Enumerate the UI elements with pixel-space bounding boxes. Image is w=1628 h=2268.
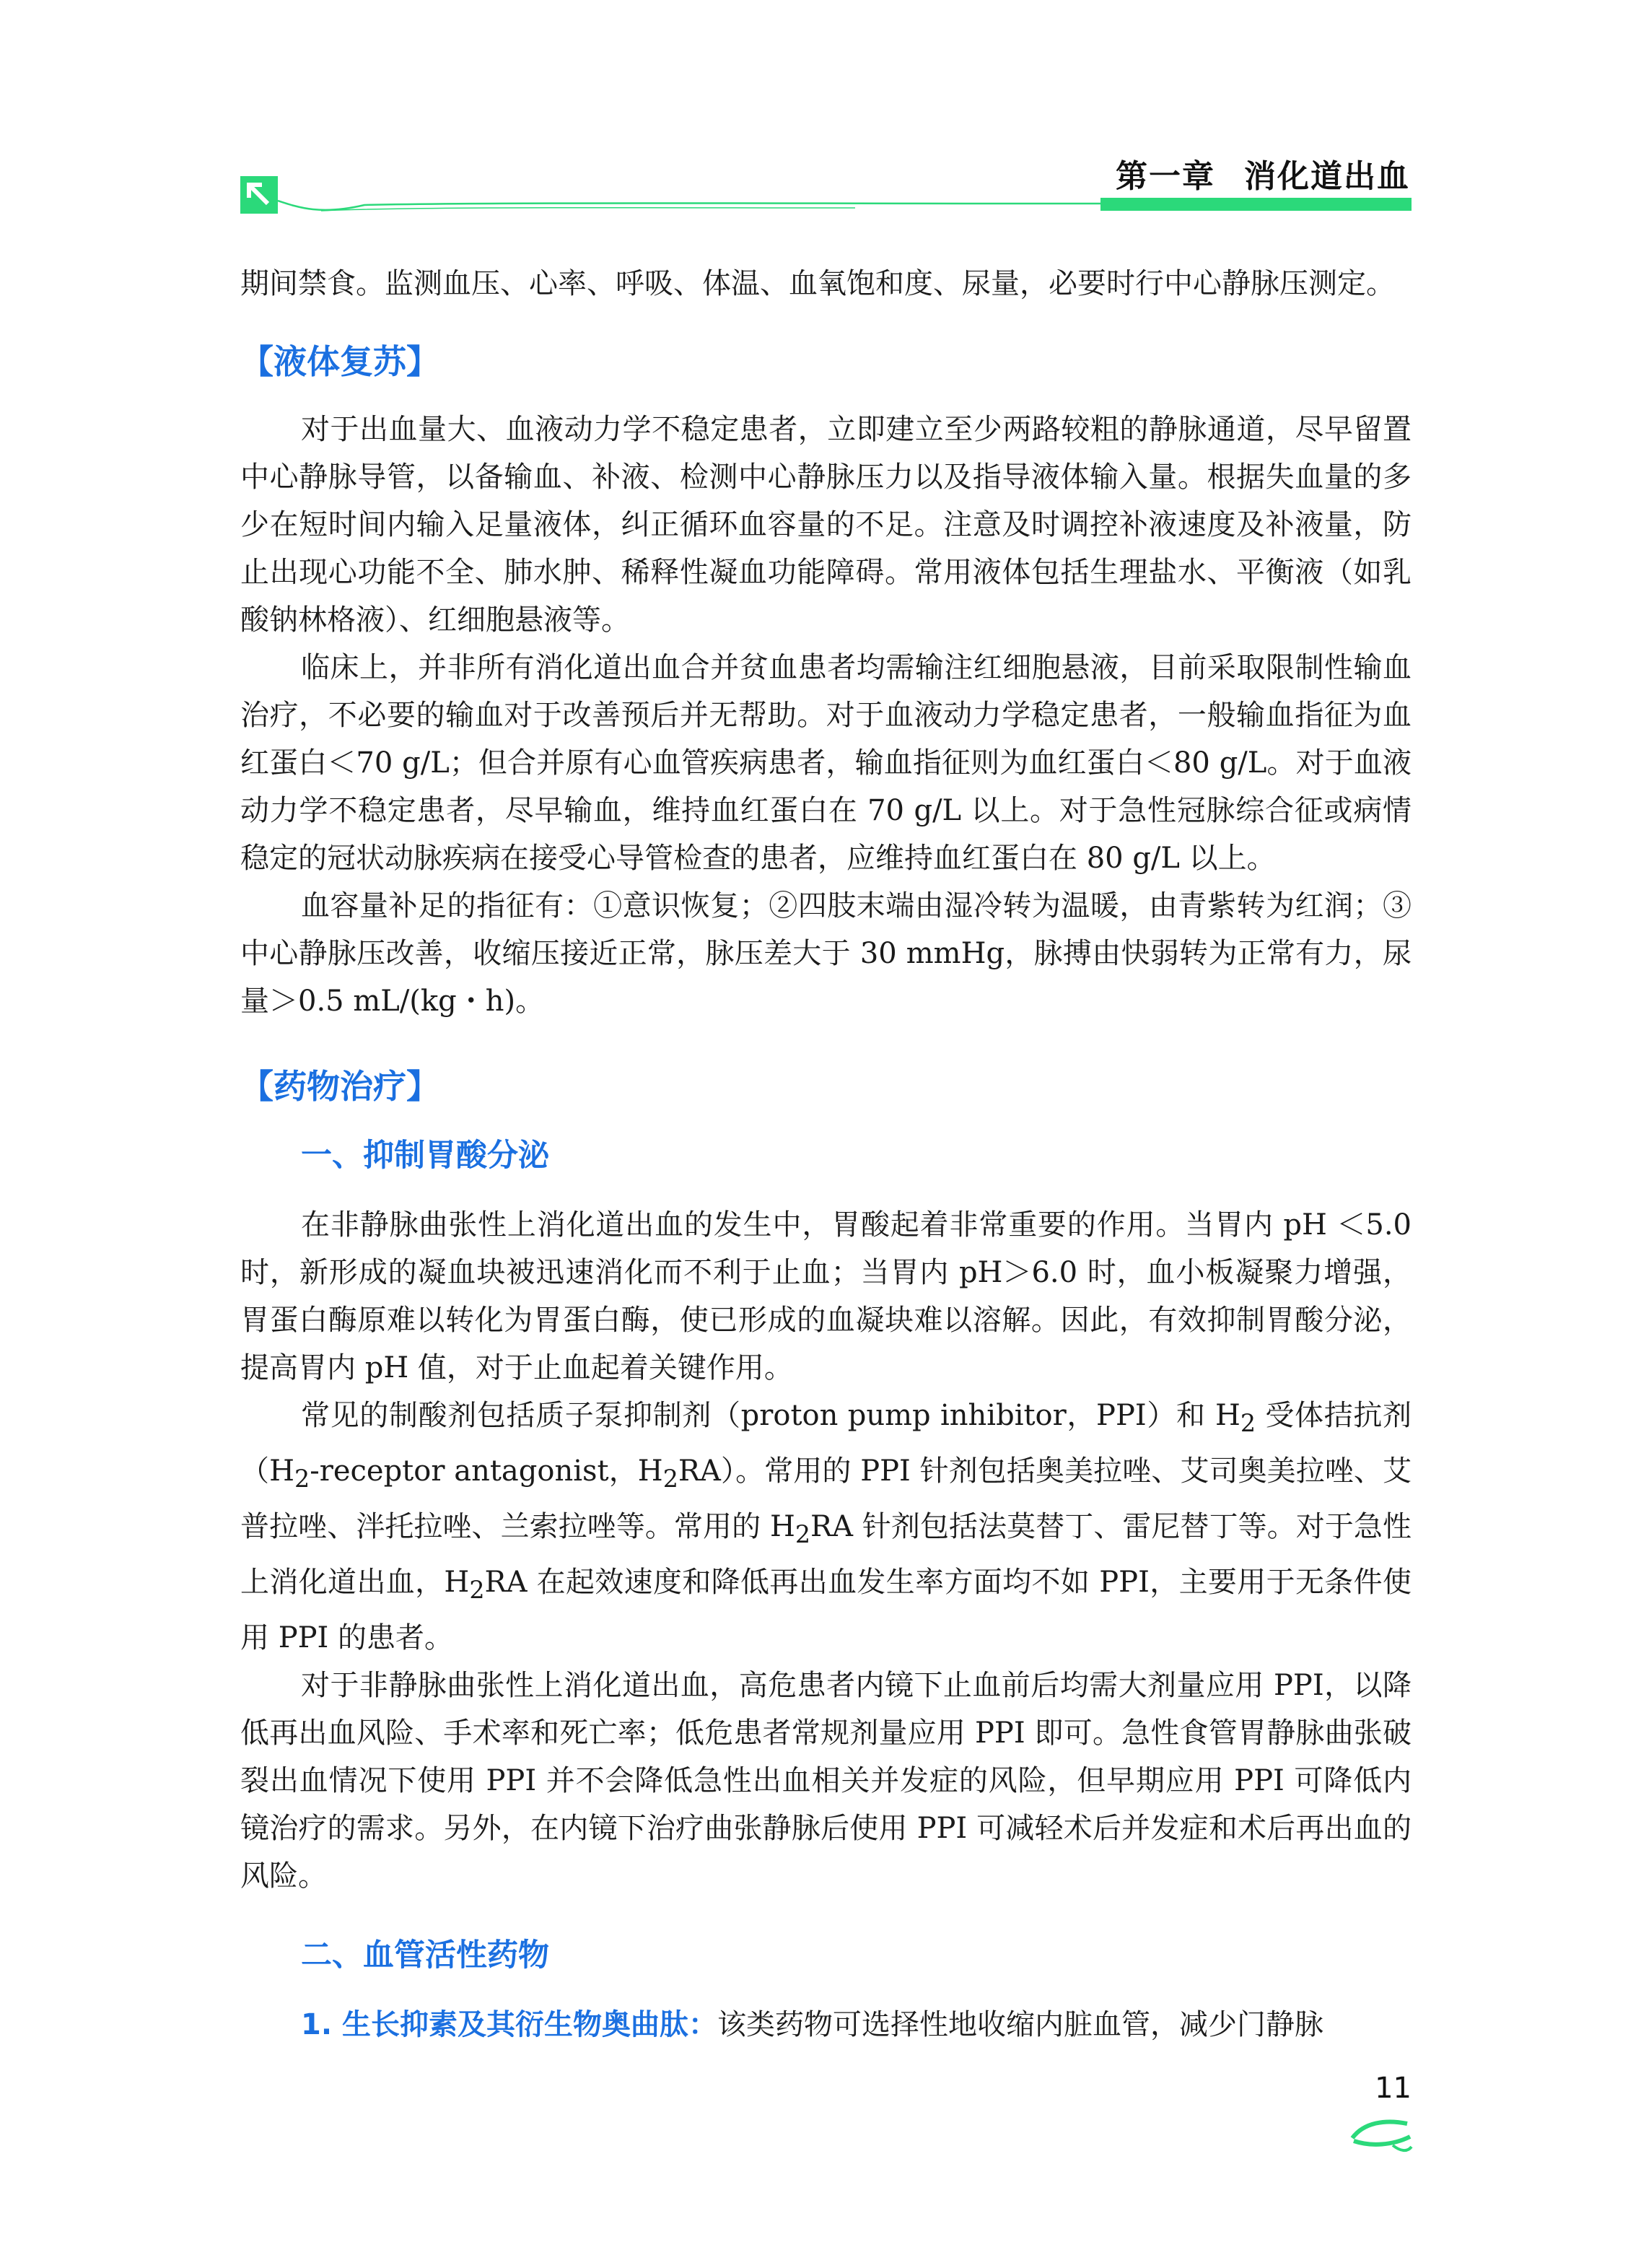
page-number: 11 (1375, 2072, 1412, 2105)
text-run: 受体拮抗剂（H (240, 1399, 1412, 1488)
text-run: RA 在起效速度和降低再出血发生率方面均不如 PPI，主要用于无条件使用 PPI 的患者。 (240, 1566, 1412, 1654)
paragraph-acid-1: 在非静脉曲张性上消化道出血的发生中，胃酸起着非常重要的作用。当胃内 pH ＜5.0 时，新形成的凝血块被迅速消化而不利于止血；当胃内 pH＞6.0 时，血小板凝聚力增强，胃蛋白酶原难以转化为胃蛋白酶，使已形成的血凝块难以溶解。因此，有效抑制胃酸分泌，提高胃内 pH 值，对于止血起着关键作用。 (240, 1208, 1412, 1384)
subheading-vasoactive-drugs: 二、血管活性药物 (301, 1937, 549, 1973)
text-run: RA 针剂包括法莫替丁、雷尼替丁等。对于急性上消化道出血，H (240, 1510, 1412, 1599)
paragraph-vaso-1 (240, 2001, 1412, 2049)
subscript: 2 (795, 1520, 811, 1548)
paragraph-acid-2 (240, 1392, 1412, 1662)
chapter-heading (1116, 150, 1410, 196)
text-run: -receptor antagonist，H (310, 1454, 663, 1488)
text-run: 该类药物可选择性地收缩内脏血管，减少门静脉 (717, 2008, 1323, 2041)
subheading-acid-suppression: 一、抑制胃酸分泌 (301, 1138, 549, 1174)
paragraph-fluid-1: 对于出血量大、血液动力学不稳定患者，立即建立至少两路较粗的静脉通道，尽早留置中心静脉导管，以备输血、补液、检测中心静脉压力以及指导液体输入量。根据失血量的多少在短时间内输入足量液体，纠正循环血容量的不足。注意及时调控补液速度及补液量，防止出现心功能不全、肺水肿、稀释性凝血功能障碍。常用液体包括生理盐水、平衡液（如乳酸钠林格液）、红细胞悬液等。 (240, 413, 1412, 637)
text-run: RA）。常用的 PPI 针剂包括奥美拉唑、艾司奥美拉唑、艾普拉唑、泮托拉唑、兰索拉唑等。常用的 H (240, 1454, 1412, 1543)
subscript: 2 (294, 1465, 310, 1493)
paragraph-fluid-3: 血容量补足的指征有：①意识恢复；②四肢末端由湿冷转为温暖，由青紫转为红润；③中心静脉压改善，收缩压接近正常，脉压差大于 30 mmHg，脉搏由快弱转为正常有力，尿量＞0.5 mL/(kg・h)。 (240, 889, 1412, 1018)
header-swoosh (278, 186, 1100, 230)
paragraph-fluid-2: 临床上，并非所有消化道出血合并贫血患者均需输注红细胞悬液，目前采取限制性输血治疗，不必要的输血对于改善预后并无帮助。对于血液动力学稳定患者，一般输血指征为血红蛋白＜70 g/L；但合并原有心血管疾病患者，输血指征则为血红蛋白＜80 g/L。对于血液动力学不稳定患者，尽早输血，维持血红蛋白在 70 g/L 以上。对于急性冠脉综合征或病情稳定的冠状动脉疾病在接受心导管检查的患者，应维持血红蛋白在 80 g/L 以上。 (240, 651, 1412, 875)
chapter-logo-icon (240, 176, 278, 214)
subscript: 2 (1240, 1409, 1256, 1437)
item-lead-somatostatin: 1. 生长抑素及其衍生物奥曲肽： (301, 2008, 717, 2041)
paragraph-intro: 期间禁食。监测血压、心率、呼吸、体温、血氧饱和度、尿量，必要时行中心静脉压测定。 (240, 267, 1395, 300)
text-run: 常见的制酸剂包括质子泵抑制剂（proton pump inhibitor，PPI）和 H (301, 1399, 1240, 1432)
subscript: 2 (469, 1576, 485, 1604)
header-accent-bar (1100, 198, 1412, 211)
section-heading-drug-therapy: 【药物治疗】 (240, 1067, 439, 1106)
paragraph-acid-3: 对于非静脉曲张性上消化道出血，高危患者内镜下止血前后均需大剂量应用 PPI，以降低再出血风险、手术率和死亡率；低危患者常规剂量应用 PPI 即可。急性食管胃静脉曲张破裂出血情况下使用 PPI 并不会降低急性出血相关并发症的风险，但早期应用 PPI 可降低内镜治疗的需求。另外，在内镜下治疗曲张静脉后使用 PPI 可减轻术后并发症和术后再出血的风险。 (240, 1669, 1412, 1893)
chapter-number: 第一章 (1116, 158, 1215, 195)
section-heading-fluid-resuscitation: 【液体复苏】 (240, 342, 439, 381)
subscript: 2 (662, 1465, 678, 1493)
page-ornament-icon (1349, 2109, 1414, 2157)
chapter-title: 消化道出血 (1244, 158, 1410, 195)
page-body (240, 260, 1412, 2049)
